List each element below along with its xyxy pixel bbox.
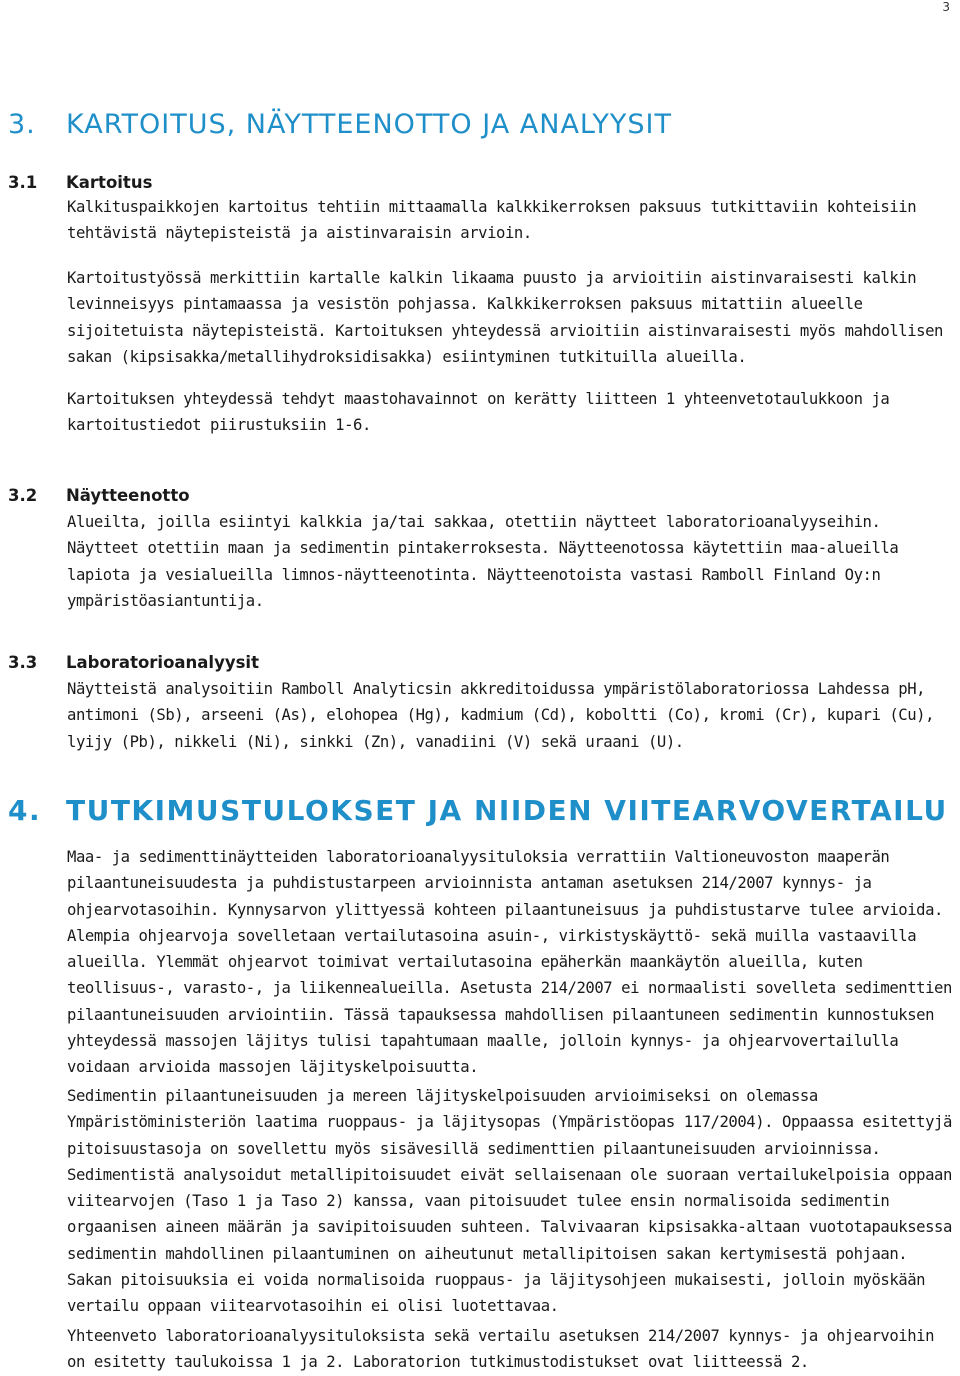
paragraph: Yhteenveto laboratorioanalyysituloksista sekä vertailu asetuksen 214/2007 kynnys- ja ohjearvoihin on esitetty taulukoissa 1 ja 2. Laboratorion tutkimustodistukset ovat liitteessä 2. <box>67 1327 935 1372</box>
heading-number: 3. <box>8 109 36 140</box>
paragraph: Kalkituspaikkojen kartoitus tehtiin mittaamalla kalkkikerroksen paksuus tutkittaviin kohteisiin tehtävistä näytepisteistä ja aistinvaraisin arvioin. <box>67 198 917 243</box>
paragraph: Maa- ja sedimenttinäytteiden laboratorioanalyysituloksia verrattiin Valtioneuvoston maaperän pilaantuneisuudesta ja puhdistustarpeen arvioinnista antaman asetuksen 214/2007 kynnys- ja ohjearvotasoihin. Kynnysarvon ylittyessä kohteen pilaantuneisuus ja puhdistustarve tulee arvioida. Alempia ohjearvoja sovelletaan vertailutasoina asuin-, virkistyskäyttö- sekä muilla vastaavilla alueilla. Ylemmät ohjearvot toimivat vertailutasoina epäherkän maankäytön alueilla, kuten teollisuus-, varasto-, ja liikennealueilla. Asetusta 214/2007 ei normaalisti sovelleta sedimenttien pilaantuneisuuden arviointiin. Tässä tapauksessa mahdollisen pilaantuneen sedimentin kunnostuksen yhteydessä massojen läjitys tulisi tapahtumaan maalle, jolloin kynnys- ja ohjearvovertailulla voidaan arvioida massojen läjityskelpoisuutta. <box>67 848 952 1077</box>
paragraph: Sedimentin pilaantuneisuuden ja mereen läjityskelpoisuuden arvioimiseksi on olemassa Ympäristöministeriön laatima ruoppaus- ja läjitysopas (Ympäristöopas 117/2004). Oppaassa esitettyjä pitoisuustasoja on sovellettu myös sisävesillä sedimenttien pilaantuneisuuden arvioinnissa. Sedimentistä analysoidut metallipitoisuudet eivät sellaisenaan ole suoraan vertailukelpoisia oppaan viitearvojen (Taso 1 ja Taso 2) kanssa, vaan pitoisuudet tulee ensin normalisoida sedimentin orgaanisen aineen määrän ja savipitoisuuden suhteen. Talvivaaran kipsisakka-altaan vuototapauksessa sedimentin mahdollinen pilaantuminen on aiheutunut metallipitoisen sakan kertymisestä pohjaan. Sakan pitoisuuksia ei voida normalisoida ruoppaus- ja läjitysohjeen mukaisesti, jolloin myöskään vertailu oppaan viitearvotasoihin ei olisi luotettavaa. <box>67 1087 952 1316</box>
heading-section-3-2 <box>8 486 190 505</box>
paragraph: Alueilta, joilla esiintyi kalkkia ja/tai sakkaa, otettiin näytteet laboratorioanalyyseihin. Näytteet otettiin maan ja sedimentin pintakerroksesta. Näytteenotossa käytettiin maa-alueilla lapiota ja vesialueilla limnos-näytteenotinta. Näytteenotoista vastasi Ramboll Finland Oy:n ympäristöasiantuntija. <box>67 513 899 610</box>
heading-title: KARTOITUS, NÄYTTEENOTTO JA ANALYYSIT <box>66 109 672 140</box>
paragraph: Kartoituksen yhteydessä tehdyt maastohavainnot on kerätty liitteen 1 yhteenvetotaulukkoon ja kartoitustiedot piirustuksiin 1-6. <box>67 390 890 435</box>
heading-number: 4. <box>8 794 42 827</box>
heading-number: 3.3 <box>8 653 38 672</box>
heading-section-3-1 <box>8 173 152 192</box>
heading-title: TUTKIMUSTULOKSET JA NIIDEN VIITEARVOVERTAILU <box>66 794 948 827</box>
heading-section-3 <box>8 109 672 140</box>
heading-number: 3.1 <box>8 173 38 192</box>
heading-section-3-3 <box>8 653 259 672</box>
paragraph: Näytteistä analysoitiin Ramboll Analyticsin akkreditoidussa ympäristölaboratoriossa Lahdessa pH, antimoni (Sb), arseeni (As), elohopea (Hg), kadmium (Cd), koboltti (Co), kromi (Cr), kupari (Cu), lyijy (Pb), nikkeli (Ni), sinkki (Zn), vanadiini (V) sekä uraani (U). <box>67 680 935 751</box>
heading-title: Laboratorioanalyysit <box>66 653 259 672</box>
heading-title: Kartoitus <box>66 173 153 192</box>
page-number: 3 <box>942 0 950 14</box>
paragraph: Kartoitustyössä merkittiin kartalle kalkin likaama puusto ja arvioitiin aistinvaraisesti kalkin levinneisyys pintamaassa ja vesistön pohjassa. Kalkkikerroksen paksuus mitattiin alueelle sijoitetuista näytepisteistä. Kartoituksen yhteydessä arvioitiin aistinvaraisesti myös mahdollisen sakan (kipsisakka/metallihydroksidisakka) esiintyminen tutkituilla alueilla. <box>67 269 943 366</box>
heading-title: Näytteenotto <box>66 486 190 505</box>
heading-section-4 <box>8 794 948 827</box>
heading-number: 3.2 <box>8 486 38 505</box>
